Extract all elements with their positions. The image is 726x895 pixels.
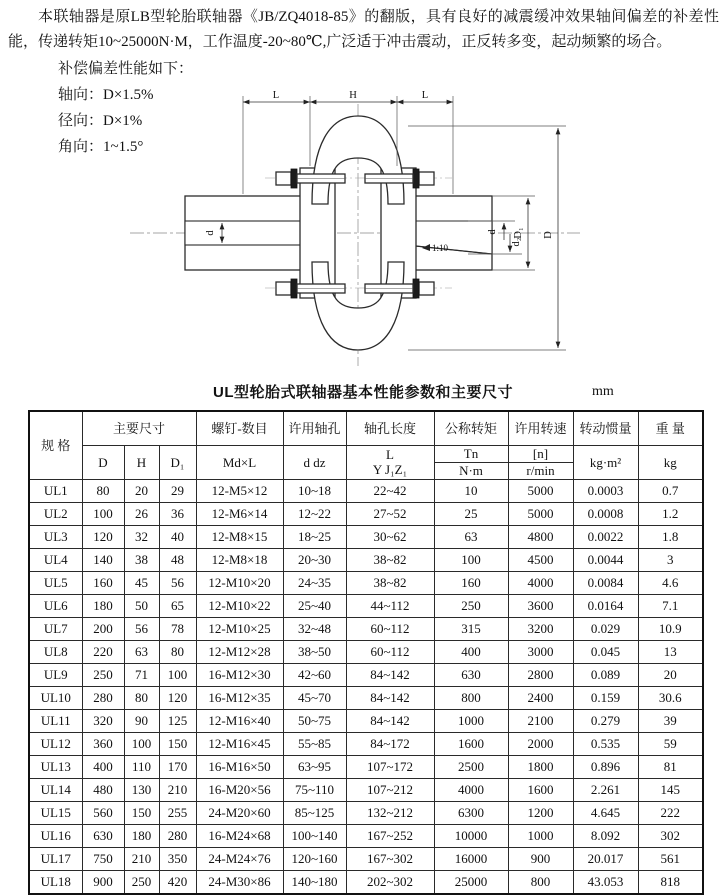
- table-cell: 22~42: [346, 479, 434, 502]
- table-cell: 400: [82, 755, 124, 778]
- table-cell: 900: [82, 870, 124, 894]
- header-torque: 公称转矩: [434, 411, 508, 445]
- table-cell: 55~85: [283, 732, 346, 755]
- table-cell: 280: [82, 686, 124, 709]
- header-spec: 规 格: [29, 411, 82, 479]
- header-torque-unit: N·m: [434, 462, 508, 479]
- table-cell: 1.8: [638, 525, 703, 548]
- table-cell: 38~82: [346, 571, 434, 594]
- table-row: [29, 617, 703, 640]
- table-row: [29, 778, 703, 801]
- table-cell: 25~40: [283, 594, 346, 617]
- table-cell: 302: [638, 824, 703, 847]
- header-torque-symbol: Tn: [434, 445, 508, 462]
- table-cell: UL8: [29, 640, 82, 663]
- table-cell: 120: [159, 686, 196, 709]
- table-cell: UL7: [29, 617, 82, 640]
- header-col-D1: D₁: [159, 445, 196, 479]
- table-row: [29, 548, 703, 571]
- table-body: [29, 479, 703, 894]
- table-cell: 56: [159, 571, 196, 594]
- header-inertia: 转动惯量: [573, 411, 638, 445]
- table-cell: 315: [434, 617, 508, 640]
- table-cell: 4800: [508, 525, 573, 548]
- table-cell: 0.7: [638, 479, 703, 502]
- table-title-row: [0, 381, 726, 403]
- table-cell: 71: [124, 663, 159, 686]
- table-cell: 42~60: [283, 663, 346, 686]
- header-main-dims: 主要尺寸: [82, 411, 196, 445]
- table-cell: 20: [124, 479, 159, 502]
- table-cell: UL15: [29, 801, 82, 824]
- table-cell: 100: [434, 548, 508, 571]
- table-cell: 0.0044: [573, 548, 638, 571]
- table-cell: 4500: [508, 548, 573, 571]
- table-cell: 1.2: [638, 502, 703, 525]
- table-cell: 7.1: [638, 594, 703, 617]
- table-cell: 38~82: [346, 548, 434, 571]
- coupling-spec-table: [28, 410, 704, 895]
- table-cell: 3: [638, 548, 703, 571]
- table-cell: 1600: [508, 778, 573, 801]
- table-cell: 32~48: [283, 617, 346, 640]
- table-cell: 630: [82, 824, 124, 847]
- table-cell: 24-M30×86: [196, 870, 283, 894]
- table-cell: UL12: [29, 732, 82, 755]
- table-cell: 20~30: [283, 548, 346, 571]
- table-cell: 160: [434, 571, 508, 594]
- table-cell: 560: [82, 801, 124, 824]
- table-cell: UL18: [29, 870, 82, 894]
- dim-label-L-left: L: [272, 90, 280, 101]
- table-cell: 5000: [508, 479, 573, 502]
- table-cell: 16000: [434, 847, 508, 870]
- table-cell: 60~112: [346, 640, 434, 663]
- table-cell: 10000: [434, 824, 508, 847]
- table-cell: 630: [434, 663, 508, 686]
- table-row: [29, 594, 703, 617]
- table-cell: 30~62: [346, 525, 434, 548]
- table-cell: 16-M16×50: [196, 755, 283, 778]
- header-col-D: D: [82, 445, 124, 479]
- table-cell: 2800: [508, 663, 573, 686]
- table-row: [29, 663, 703, 686]
- table-cell: 29: [159, 479, 196, 502]
- table-cell: 38~50: [283, 640, 346, 663]
- table-cell: 0.089: [573, 663, 638, 686]
- table-cell: 561: [638, 847, 703, 870]
- header-inertia-unit: kg·m²: [573, 445, 638, 479]
- header-weight: 重 量: [638, 411, 703, 445]
- table-cell: 20.017: [573, 847, 638, 870]
- table-cell: 400: [434, 640, 508, 663]
- table-cell: 12-M16×45: [196, 732, 283, 755]
- table-cell: 160: [82, 571, 124, 594]
- table-cell: 170: [159, 755, 196, 778]
- table-cell: 65: [159, 594, 196, 617]
- table-cell: 12-M10×25: [196, 617, 283, 640]
- table-cell: 24-M20×60: [196, 801, 283, 824]
- header-weight-unit: kg: [638, 445, 703, 479]
- table-cell: 16-M20×56: [196, 778, 283, 801]
- table-cell: 132~212: [346, 801, 434, 824]
- dim-label-L-right: L: [421, 90, 429, 101]
- table-cell: 210: [159, 778, 196, 801]
- table-cell: 50: [124, 594, 159, 617]
- table-cell: 12-M8×18: [196, 548, 283, 571]
- table-cell: 0.0008: [573, 502, 638, 525]
- table-cell: 4000: [508, 571, 573, 594]
- coupling-drawing-svg: [100, 82, 610, 378]
- table-cell: 202~302: [346, 870, 434, 894]
- table-cell: UL3: [29, 525, 82, 548]
- table-cell: 5000: [508, 502, 573, 525]
- table-cell: 84~172: [346, 732, 434, 755]
- table-cell: 110: [124, 755, 159, 778]
- table-cell: 1200: [508, 801, 573, 824]
- table-cell: 63: [434, 525, 508, 548]
- table-cell: 2500: [434, 755, 508, 778]
- table-cell: 2100: [508, 709, 573, 732]
- table-cell: 45~70: [283, 686, 346, 709]
- dim-label-d-right: d: [487, 229, 498, 235]
- table-cell: 1000: [508, 824, 573, 847]
- table-cell: 13: [638, 640, 703, 663]
- table-cell: 360: [82, 732, 124, 755]
- table-cell: UL11: [29, 709, 82, 732]
- table-cell: 32: [124, 525, 159, 548]
- dim-label-d-left: d: [205, 230, 216, 236]
- table-cell: 220: [82, 640, 124, 663]
- table-cell: UL17: [29, 847, 82, 870]
- table-cell: 84~142: [346, 663, 434, 686]
- left-bore: [185, 221, 310, 245]
- table-cell: 24-M24×76: [196, 847, 283, 870]
- table-cell: 350: [159, 847, 196, 870]
- table-cell: 100~140: [283, 824, 346, 847]
- table-row: [29, 755, 703, 778]
- table-cell: 145: [638, 778, 703, 801]
- table-cell: 0.896: [573, 755, 638, 778]
- table-cell: 150: [159, 732, 196, 755]
- header-bore-sub: d dz: [283, 445, 346, 479]
- bore-length-sub2: Y J₁Z₁: [372, 462, 408, 477]
- table-cell: 60~112: [346, 617, 434, 640]
- table-cell: 18~25: [283, 525, 346, 548]
- compensation-axial: 轴向：D×1.5%: [58, 87, 154, 103]
- header-speed: 许用转速: [508, 411, 573, 445]
- table-cell: 16-M12×35: [196, 686, 283, 709]
- table-cell: 250: [434, 594, 508, 617]
- table-cell: 120~160: [283, 847, 346, 870]
- table-cell: 43.053: [573, 870, 638, 894]
- table-cell: 1600: [434, 732, 508, 755]
- table-cell: UL1: [29, 479, 82, 502]
- table-cell: 107~212: [346, 778, 434, 801]
- table-cell: UL4: [29, 548, 82, 571]
- dim-label-D1: D₁: [513, 227, 524, 239]
- table-cell: 81: [638, 755, 703, 778]
- table-cell: 125: [159, 709, 196, 732]
- table-cell: 150: [124, 801, 159, 824]
- table-cell: 0.029: [573, 617, 638, 640]
- table-cell: 0.0022: [573, 525, 638, 548]
- table-cell: 10~18: [283, 479, 346, 502]
- table-cell: 8.092: [573, 824, 638, 847]
- table-cell: 250: [82, 663, 124, 686]
- table-cell: 39: [638, 709, 703, 732]
- table-cell: 0.279: [573, 709, 638, 732]
- intro-paragraph: 本联轴器是原LB型轮胎联轴器《JB/ZQ4018-85》的翻版，具有良好的减震缓冲效果轴间偏差的补差性能，传递转矩10~25000N·M，工作温度-20~80℃,广泛适于冲击震动，正反转多变，起动频繁的场合。: [8, 9, 719, 50]
- table-cell: 80: [82, 479, 124, 502]
- table-cell: 0.535: [573, 732, 638, 755]
- table-cell: 12-M16×40: [196, 709, 283, 732]
- coupling-cross-section-drawing: [100, 82, 610, 378]
- bore-length-sub1: L: [386, 447, 394, 462]
- table-cell: UL10: [29, 686, 82, 709]
- table-cell: 25: [434, 502, 508, 525]
- table-cell: 85~125: [283, 801, 346, 824]
- table-cell: 1000: [434, 709, 508, 732]
- table-cell: 255: [159, 801, 196, 824]
- table-cell: 10: [434, 479, 508, 502]
- table-cell: 12-M5×12: [196, 479, 283, 502]
- table-cell: 140~180: [283, 870, 346, 894]
- table-cell: 12-M8×15: [196, 525, 283, 548]
- table-cell: 0.159: [573, 686, 638, 709]
- table-cell: UL6: [29, 594, 82, 617]
- table-cell: 90: [124, 709, 159, 732]
- compensation-angular: 角向：1~1.5°: [58, 139, 144, 155]
- header-speed-unit: r/min: [508, 462, 573, 479]
- compensation-radial: 径向：D×1%: [58, 113, 143, 129]
- table-cell: 20: [638, 663, 703, 686]
- header-screws: 螺钉-数目: [196, 411, 283, 445]
- table-row: [29, 479, 703, 502]
- table-cell: 100: [82, 502, 124, 525]
- dim-label-H: H: [349, 90, 357, 101]
- table-cell: UL14: [29, 778, 82, 801]
- table-cell: 24~35: [283, 571, 346, 594]
- table-title: UL型轮胎式联轴器基本性能参数和主要尺寸: [213, 384, 513, 401]
- table-cell: 2000: [508, 732, 573, 755]
- table-cell: 16-M12×30: [196, 663, 283, 686]
- table-cell: 50~75: [283, 709, 346, 732]
- dim-label-D: D: [543, 231, 554, 239]
- table-cell: 1800: [508, 755, 573, 778]
- header-bore: 许用轴孔: [283, 411, 346, 445]
- table-cell: 250: [124, 870, 159, 894]
- header-col-H: H: [124, 445, 159, 479]
- taper-label: 1:10: [432, 243, 449, 253]
- table-cell: 80: [124, 686, 159, 709]
- table-header: [29, 411, 703, 479]
- table-cell: UL5: [29, 571, 82, 594]
- table-cell: 750: [82, 847, 124, 870]
- header-bore-length-sub: [346, 445, 434, 479]
- table-row: [29, 801, 703, 824]
- table-cell: 12-M12×28: [196, 640, 283, 663]
- table-cell: 320: [82, 709, 124, 732]
- table-row: [29, 571, 703, 594]
- table-cell: 100: [159, 663, 196, 686]
- table-cell: 12-M10×20: [196, 571, 283, 594]
- table-row: [29, 640, 703, 663]
- table-cell: 140: [82, 548, 124, 571]
- header-screws-sub: Md×L: [196, 445, 283, 479]
- table-cell: 480: [82, 778, 124, 801]
- table-cell: 3000: [508, 640, 573, 663]
- table-cell: 0.045: [573, 640, 638, 663]
- header-bore-length: 轴孔长度: [346, 411, 434, 445]
- table-cell: 75~110: [283, 778, 346, 801]
- table-cell: 84~142: [346, 709, 434, 732]
- table-row: [29, 732, 703, 755]
- table-cell: 800: [508, 870, 573, 894]
- table-cell: 27~52: [346, 502, 434, 525]
- table-cell: 63: [124, 640, 159, 663]
- table-cell: UL16: [29, 824, 82, 847]
- table-cell: 420: [159, 870, 196, 894]
- table-cell: 222: [638, 801, 703, 824]
- table-cell: 36: [159, 502, 196, 525]
- table-row: [29, 847, 703, 870]
- table-cell: 0.0003: [573, 479, 638, 502]
- table-cell: 63~95: [283, 755, 346, 778]
- table-cell: 80: [159, 640, 196, 663]
- table-cell: 40: [159, 525, 196, 548]
- table-cell: 4.645: [573, 801, 638, 824]
- table-row: [29, 824, 703, 847]
- table-unit-label: mm: [592, 384, 614, 399]
- table-cell: 180: [82, 594, 124, 617]
- table-cell: 900: [508, 847, 573, 870]
- table-cell: 78: [159, 617, 196, 640]
- table-cell: 120: [82, 525, 124, 548]
- table-cell: 44~112: [346, 594, 434, 617]
- table-cell: 130: [124, 778, 159, 801]
- table-row: [29, 686, 703, 709]
- table-cell: 16-M24×68: [196, 824, 283, 847]
- table-cell: 25000: [434, 870, 508, 894]
- table-cell: 100: [124, 732, 159, 755]
- table-cell: 6300: [434, 801, 508, 824]
- dim-label-d2: d₂: [511, 237, 522, 247]
- table-cell: 10.9: [638, 617, 703, 640]
- table-row: [29, 502, 703, 525]
- table-cell: 3600: [508, 594, 573, 617]
- table-cell: 12-M6×14: [196, 502, 283, 525]
- table-cell: 3200: [508, 617, 573, 640]
- table-cell: 59: [638, 732, 703, 755]
- table-cell: 4.6: [638, 571, 703, 594]
- table-cell: UL9: [29, 663, 82, 686]
- table-cell: UL2: [29, 502, 82, 525]
- table-cell: 4000: [434, 778, 508, 801]
- table-cell: 38: [124, 548, 159, 571]
- header-speed-symbol: [n]: [508, 445, 573, 462]
- table-cell: UL13: [29, 755, 82, 778]
- table-cell: 280: [159, 824, 196, 847]
- table-cell: 180: [124, 824, 159, 847]
- table-cell: 800: [434, 686, 508, 709]
- table-cell: 107~172: [346, 755, 434, 778]
- table-cell: 12-M10×22: [196, 594, 283, 617]
- table-cell: 12~22: [283, 502, 346, 525]
- table-row: [29, 709, 703, 732]
- table-cell: 2400: [508, 686, 573, 709]
- table-cell: 167~302: [346, 847, 434, 870]
- table-cell: 84~142: [346, 686, 434, 709]
- table-cell: 26: [124, 502, 159, 525]
- table-cell: 56: [124, 617, 159, 640]
- table-cell: 167~252: [346, 824, 434, 847]
- table-cell: 48: [159, 548, 196, 571]
- table-cell: 30.6: [638, 686, 703, 709]
- table-row: [29, 525, 703, 548]
- table-cell: 210: [124, 847, 159, 870]
- table-cell: 0.0084: [573, 571, 638, 594]
- table-cell: 0.0164: [573, 594, 638, 617]
- compensation-heading: 补偿偏差性能如下：: [58, 61, 194, 77]
- table-cell: 45: [124, 571, 159, 594]
- table-cell: 2.261: [573, 778, 638, 801]
- table-cell: 200: [82, 617, 124, 640]
- table-cell: 818: [638, 870, 703, 894]
